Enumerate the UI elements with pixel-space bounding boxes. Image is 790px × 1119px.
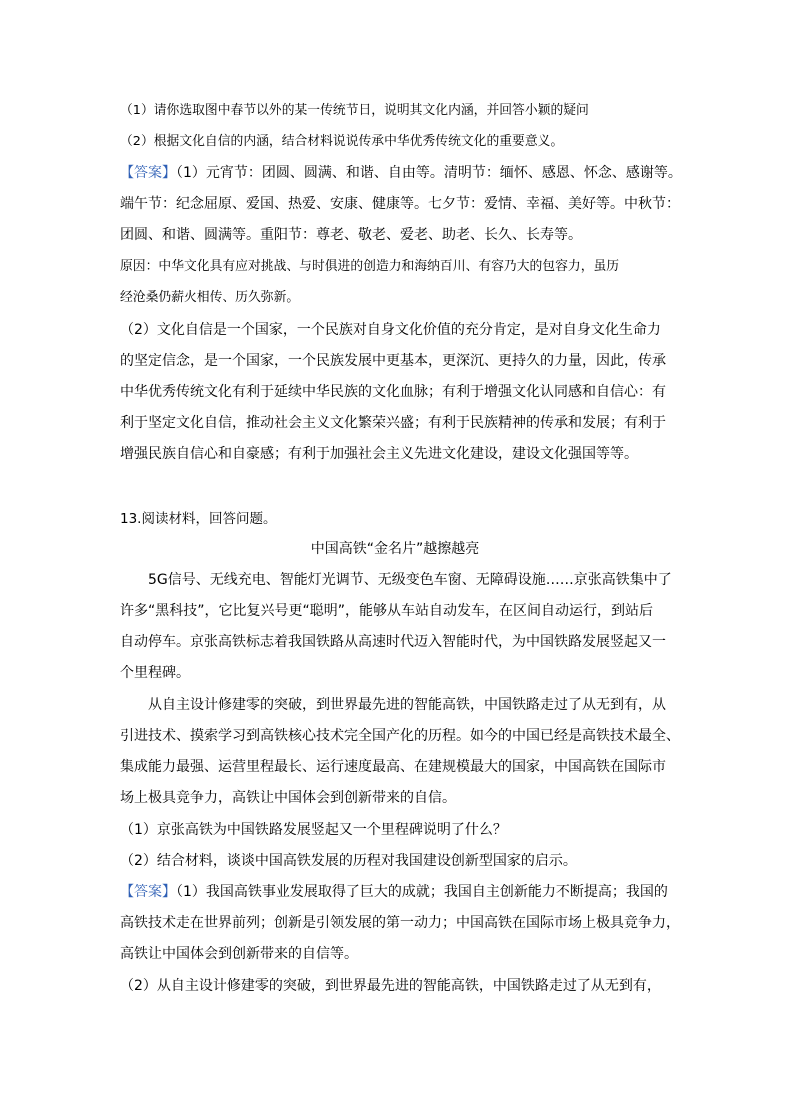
- answer-tag: 【答案】: [120, 165, 176, 181]
- paragraph-line: 许多“黑科技”，它比复兴号更“聪明”，能够从车站自动发车，在区间自动运行，到站后: [120, 603, 654, 619]
- answer-line: 利于坚定文化自信，推动社会主义文化繁荣兴盛；有利于民族精神的传承和发展；有利于: [120, 415, 666, 431]
- question-1: （1）请你选取图中春节以外的某一传统节日，说明其文化内涵，并回答小颖的疑问: [120, 103, 589, 118]
- paragraph-line: 引进技术、摸索学习到高铁核心技术完全国产化的历程。如今的中国已经是高铁技术最全、: [120, 728, 680, 744]
- paragraph-line: 场上极具竞争力，高铁让中国体会到创新带来的自信。: [120, 790, 456, 806]
- answer-line: 增强民族自信心和自豪感；有利于加强社会主义先进文化建设，建设文化强国等等。: [120, 446, 638, 462]
- answer-tag: 【答案】: [120, 884, 176, 900]
- paragraph-line: 个里程碑。: [120, 665, 190, 681]
- answer-line: 的坚定信念，是一个国家，一个民族发展中更基本，更深沉、更持久的力量，因此，传承: [120, 353, 666, 369]
- answer-line: [120, 882, 668, 902]
- answer-line: 高铁让中国体会到创新带来的自信等。: [120, 946, 358, 962]
- paragraph-line: 5G信号、无线充电、智能灯光调节、无级变色车窗、无障碍设施……京张高铁集中了: [148, 572, 672, 588]
- paragraph-line: 自动停车。京张高铁标志着我国铁路从高速时代迈入智能时代，为中国铁路发展竖起又一: [120, 634, 666, 650]
- answer-line: （2）文化自信是一个国家，一个民族对自身文化价值的充分肯定，是对自身文化生命力: [120, 322, 661, 338]
- paragraph-line: 从自主设计修建零的突破，到世界最先进的智能高铁，中国铁路走过了从无到有，从: [148, 697, 666, 713]
- question-2: （2）根据文化自信的内涵，结合材料说说传承中华优秀传统文化的重要意义。: [120, 134, 564, 149]
- answer-text: （1）元宵节：团圆、圆满、和谐、自由等。清明节：缅怀、感恩、怀念、感谢等。: [176, 165, 682, 181]
- answer-line: 端午节：纪念屈原、爱国、热爱、安康、健康等。七夕节：爱情、幸福、美好等。中秋节：: [120, 196, 680, 212]
- answer-line: 中华优秀传统文化有利于延续中华民族的文化血脉；有利于增强文化认同感和自信心：有: [120, 384, 666, 400]
- question-heading: 13.阅读材料，回答问题。: [120, 511, 277, 527]
- reason-line: 原因：中华文化具有应对挑战、与时俱进的创造力和海纳百川、有容乃大的包容力，虽历: [120, 259, 620, 274]
- answer-text: （1）我国高铁事业发展取得了巨大的成就；我国自主创新能力不断提高；我国的: [176, 884, 668, 900]
- answer-line: 团圆、和谐、圆满等。重阳节：尊老、敬老、爱老、助老、长久、长寿等。: [120, 227, 582, 243]
- answer-line: [120, 163, 682, 183]
- paragraph-line: 集成能力最强、运营里程最长、运行速度最高、在建规模最大的国家，中国高铁在国际市: [120, 759, 666, 775]
- question-2: （2）结合材料，谈谈中国高铁发展的历程对我国建设创新型国家的启示。: [120, 853, 577, 869]
- answer-line: 高铁技术走在世界前列；创新是引领发展的第一动力；中国高铁在国际市场上极具竞争力，: [120, 915, 680, 931]
- answer-line: （2）从自主设计修建零的突破，到世界最先进的智能高铁，中国铁路走过了从无到有，: [120, 978, 661, 994]
- reason-line: 经沧桑仍薪火相传、历久弥新。: [120, 290, 300, 305]
- material-title: 中国高铁“金名片”越擦越亮: [310, 541, 480, 557]
- question-1: （1）京张高铁为中国铁路发展竖起又一个里程碑说明了什么？: [120, 822, 507, 838]
